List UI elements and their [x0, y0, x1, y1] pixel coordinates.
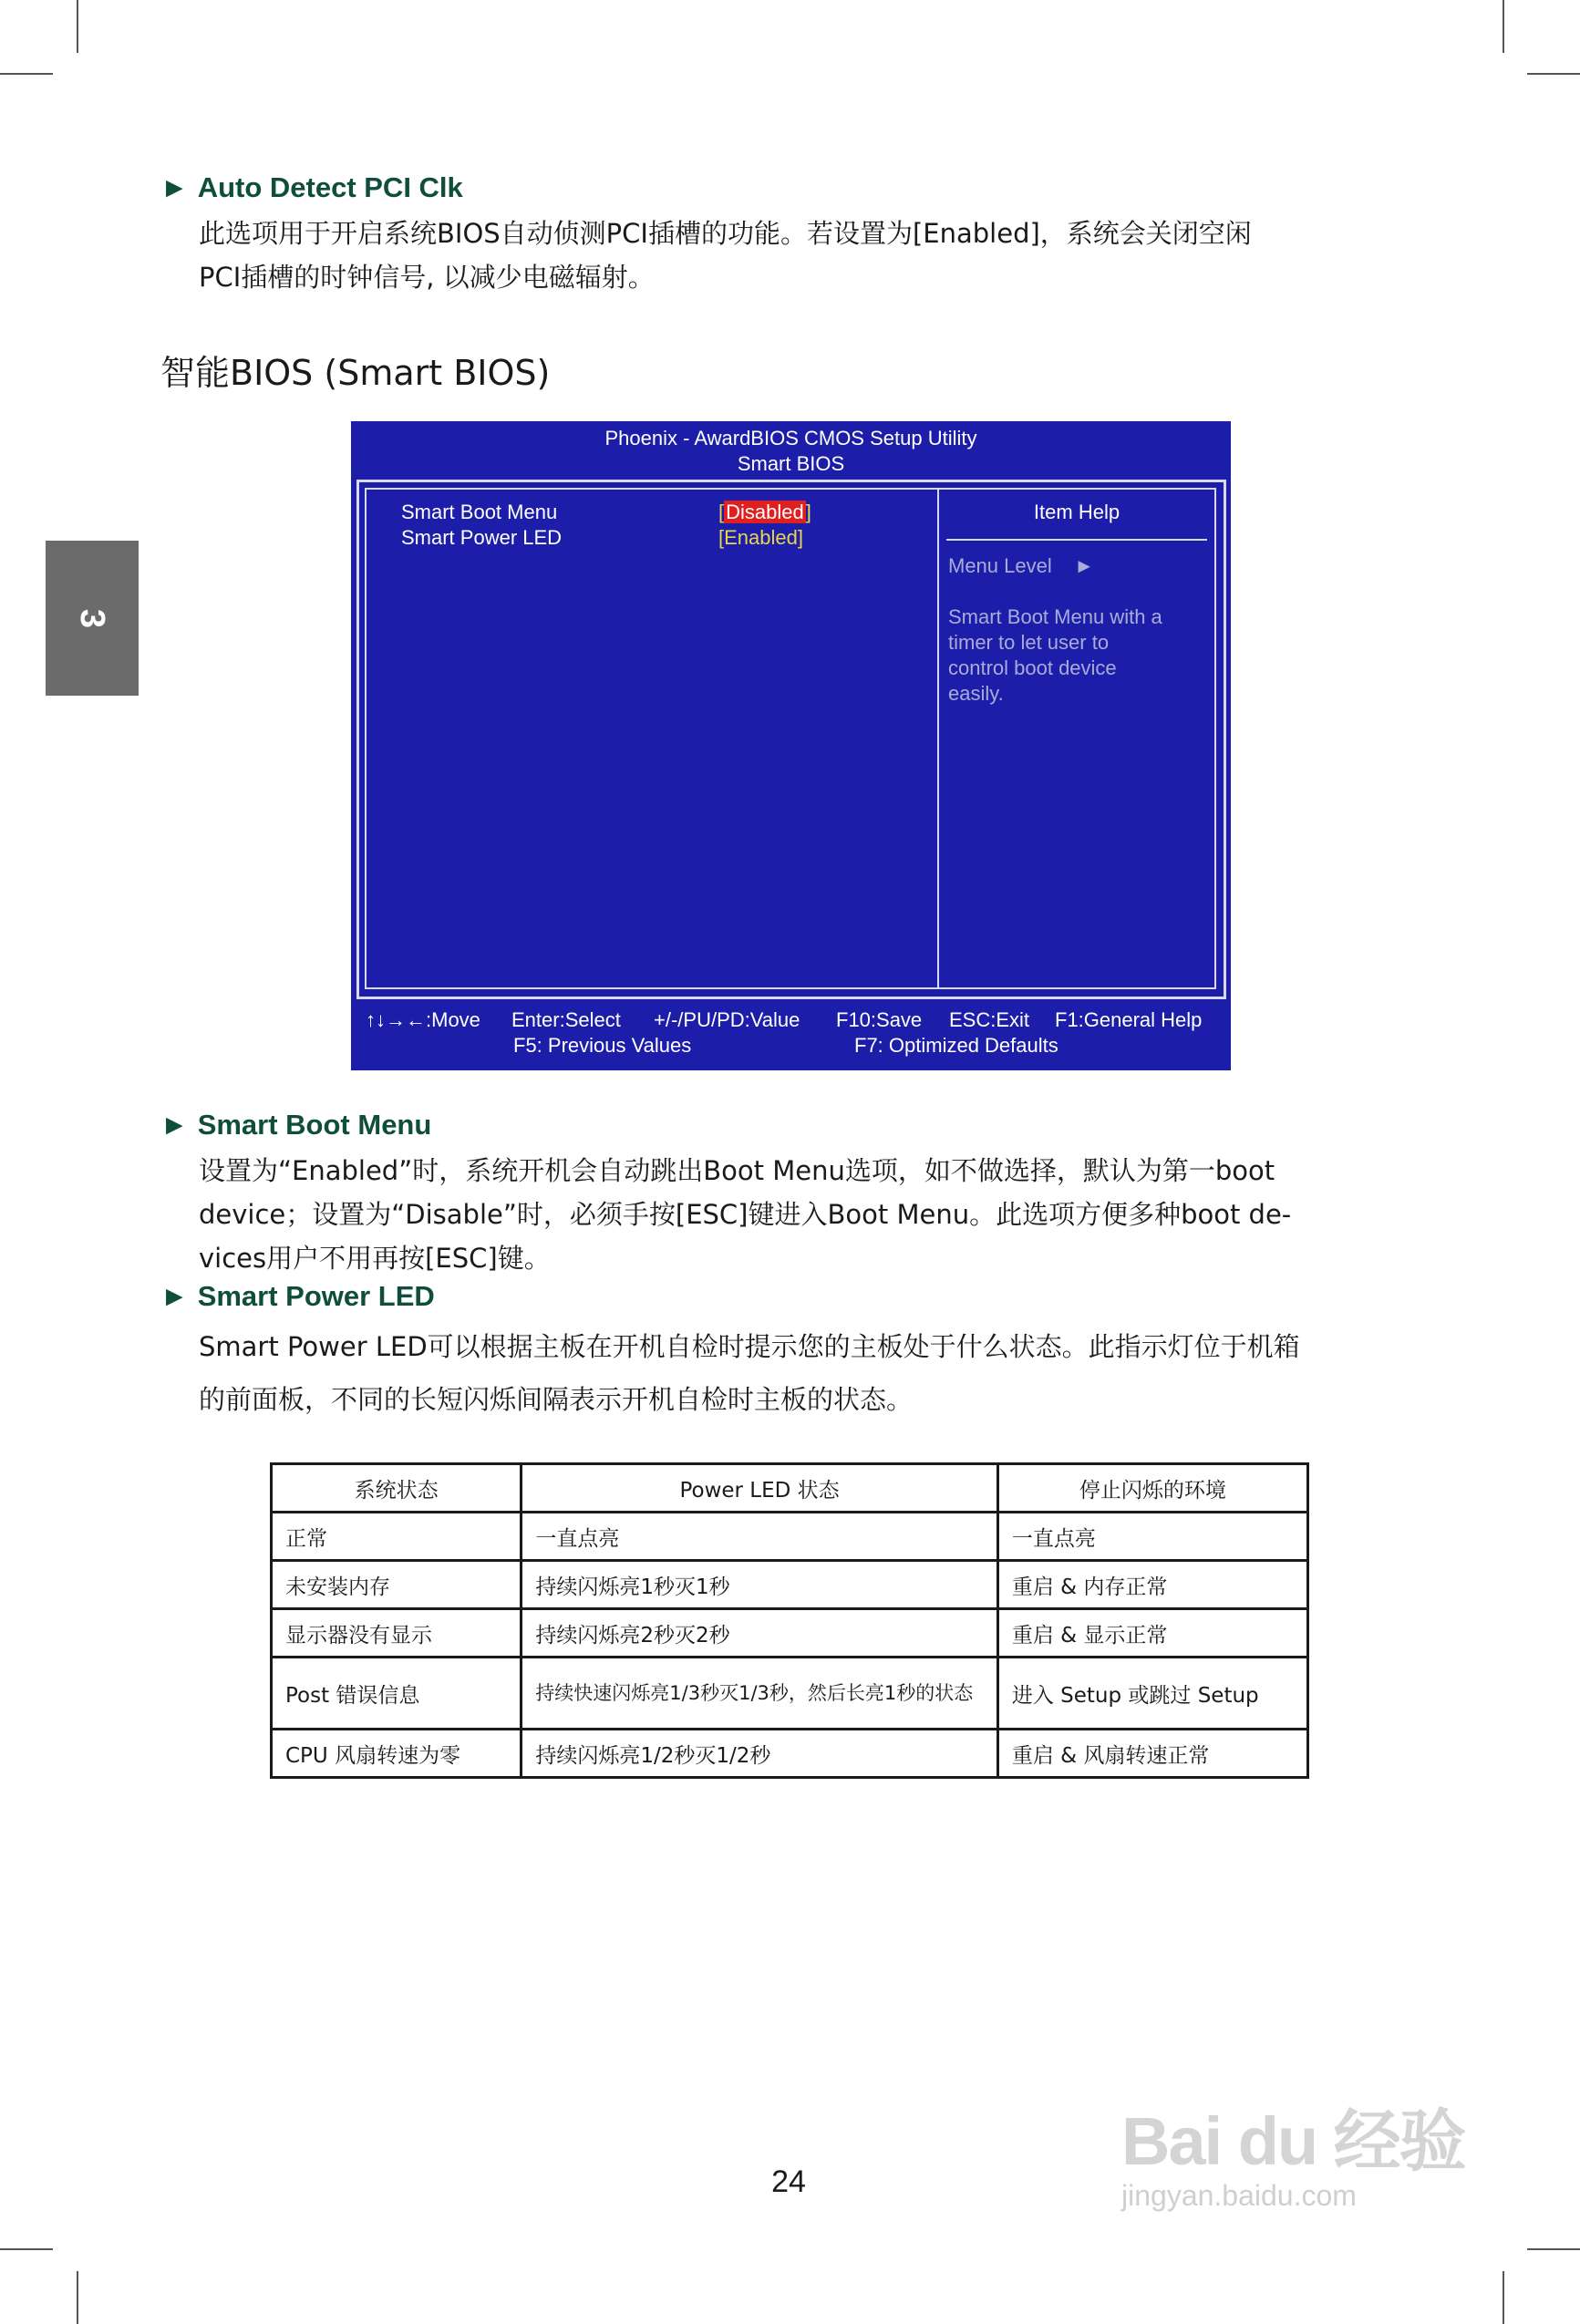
table-row: [272, 1609, 1308, 1658]
bios-value-smart-boot-menu[interactable]: [Disabled]: [718, 501, 811, 523]
table-cell: 重启 & 显示正常: [997, 1609, 1307, 1658]
triangle-bullet-icon: ►: [160, 171, 189, 203]
key-save: F10:Save: [836, 1008, 923, 1031]
table-cell: 显示器没有显示: [272, 1609, 522, 1658]
table-row: [272, 1513, 1308, 1561]
smart-boot-menu-heading: ► Smart Boot Menu: [160, 1109, 432, 1141]
menu-level-arrow-icon: ►: [1074, 554, 1094, 577]
table-row: [272, 1658, 1308, 1730]
table-cell: 未安装内存: [272, 1561, 522, 1609]
table-header: Power LED 状态: [522, 1464, 998, 1513]
table-cell: 持续闪烁亮1/2秒灭1/2秒: [522, 1730, 998, 1778]
bios-frame: [356, 480, 1226, 999]
crop-mark: [77, 0, 78, 53]
table-header: 系统状态: [272, 1464, 522, 1513]
table-cell: CPU 风扇转速为零: [272, 1730, 522, 1778]
page-number: 24: [771, 2164, 806, 2199]
key-move: ↑↓→←:Move: [366, 1008, 480, 1031]
crop-mark: [0, 73, 53, 75]
table-cell: 持续闪烁亮2秒灭2秒: [522, 1609, 998, 1658]
crop-mark: [1527, 73, 1580, 75]
table-cell: 持续闪烁亮1秒灭1秒: [522, 1561, 998, 1609]
baidu-watermark: [1121, 2088, 1465, 2213]
key-help: F1:General Help: [1055, 1008, 1203, 1031]
crop-mark: [1503, 0, 1504, 53]
help-divider: [946, 539, 1207, 541]
crop-mark: [1527, 2248, 1580, 2250]
table-cell: 重启 & 内存正常: [997, 1561, 1307, 1609]
key-previous-values: F5: Previous Values: [513, 1034, 692, 1057]
table-header-row: [272, 1464, 1308, 1513]
key-value: +/-/PU/PD:Value: [654, 1008, 800, 1031]
chapter-number: 3: [73, 608, 112, 628]
table-cell: 重启 & 风扇转速正常: [997, 1730, 1307, 1778]
key-select: Enter:Select: [511, 1008, 621, 1031]
bios-page-title: Smart BIOS: [737, 452, 845, 475]
bios-item-smart-boot-menu[interactable]: Smart Boot Menu: [401, 501, 558, 523]
table-cell: 持续快速闪烁亮1/3秒灭1/3秒，然后长亮1秒的状态: [522, 1658, 998, 1730]
table-cell: 进入 Setup 或跳过 Setup: [997, 1658, 1307, 1730]
pci-clk-heading: ► Auto Detect PCI Clk: [160, 171, 463, 203]
help-description: Smart Boot Menu with a timer to let user to control boot device easily.: [948, 605, 1162, 705]
table-cell: Post 错误信息: [272, 1658, 522, 1730]
table-row: [272, 1561, 1308, 1609]
menu-level: Menu Level ►: [948, 554, 1094, 577]
smart-boot-menu-description: 设置为“Enabled”时，系统开机会自动跳出Boot Menu选项，如不做选择，默认为第一boot device；设置为“Disable”时，必须手按[ESC]键进入Boot Menu。此选项方便多种boot de- vices用户不用再按[ESC]键。: [199, 1155, 1292, 1274]
item-help-title: Item Help: [1033, 501, 1120, 523]
watermark-url: jingyan.baidu.com: [1121, 2179, 1357, 2212]
bios-screen: [351, 421, 1231, 1070]
table-row: [272, 1730, 1308, 1778]
table-cell: 一直点亮: [522, 1513, 998, 1561]
key-optimized-defaults: F7: Optimized Defaults: [854, 1034, 1058, 1057]
table-cell: 一直点亮: [997, 1513, 1307, 1561]
bios-inner-frame: [365, 488, 1216, 989]
crop-mark: [0, 2248, 53, 2250]
page-title: 智能BIOS (Smart BIOS): [160, 353, 551, 393]
bios-item-smart-power-led[interactable]: Smart Power LED: [401, 526, 563, 549]
pci-clk-description: 此选项用于开启系统BIOS自动侦测PCI插槽的功能。若设置为[Enabled]，系统会关闭空闲 PCI插槽的时钟信号, 以减少电磁辐射。: [199, 218, 1252, 293]
watermark-logo: Bai du 经验: [1121, 2103, 1465, 2179]
smart-power-led-description: Smart Power LED可以根据主板在开机自检时提示您的主板处于什么状态。此指示灯位于机箱 的前面板，不同的长短闪烁间隔表示开机自检时主板的状态。: [199, 1331, 1300, 1415]
table-cell: 正常: [272, 1513, 522, 1561]
chapter-tab: [46, 541, 139, 696]
smart-power-led-heading: ► Smart Power LED: [160, 1280, 435, 1312]
bios-column-divider: [937, 490, 939, 987]
triangle-bullet-icon: ►: [160, 1109, 189, 1141]
table-header: 停止闪烁的环境: [997, 1464, 1307, 1513]
crop-mark: [77, 2271, 78, 2324]
triangle-bullet-icon: ►: [160, 1280, 189, 1312]
key-exit: ESC:Exit: [949, 1008, 1030, 1031]
bios-value-smart-power-led[interactable]: [Enabled]: [718, 526, 803, 549]
power-led-status-table: [270, 1462, 1309, 1779]
bios-utility-title: Phoenix - AwardBIOS CMOS Setup Utility: [604, 427, 977, 449]
crop-mark: [1503, 2271, 1504, 2324]
